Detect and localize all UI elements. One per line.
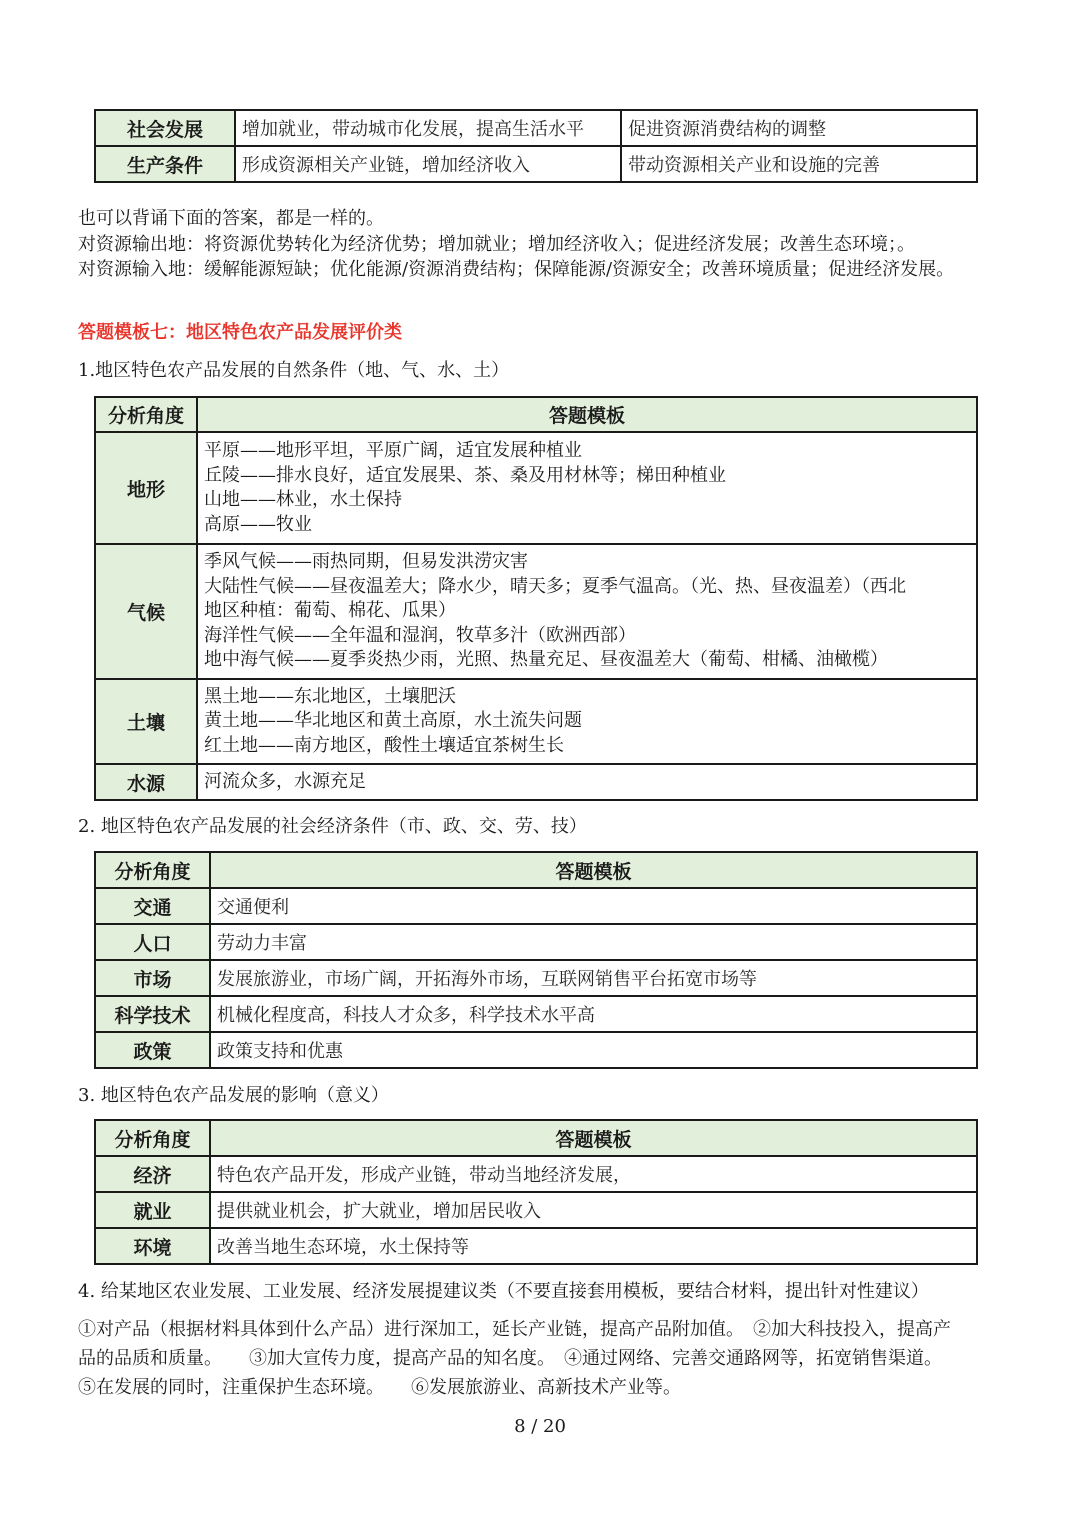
row-label: 市场	[95, 960, 210, 996]
row-label: 土壤	[95, 679, 197, 764]
table-cell: 提供就业机会，扩大就业，增加居民收入	[210, 1192, 977, 1228]
table-cell: 政策支持和优惠	[210, 1032, 977, 1068]
cell-line: 红土地——南方地区，酸性土壤适宜茶树生长	[204, 734, 564, 756]
table-cell: 交通便利	[210, 888, 977, 924]
part3-heading: 3. 地区特色农产品发展的影响（意义）	[78, 1085, 389, 1106]
cell-line: 黄土地——华北地区和黄土高原，水土流失问题	[204, 710, 582, 732]
intro-line-2: 对资源输出地：将资源优势转化为经济优势；增加就业；增加经济收入；促进经济发展；改善生态环境；。	[78, 234, 915, 255]
impact-table	[94, 1119, 978, 1265]
socioeconomic-table	[94, 851, 978, 1069]
cell-line: 黑土地——东北地区，土壤肥沃	[204, 685, 456, 707]
row-label: 气候	[95, 544, 197, 679]
part4-line-2: 品的品质和质量。 ③加大宣传力度，提高产品的知名度。 ④通过网络、完善交通路网等，拓宽销售渠道。	[78, 1348, 942, 1369]
intro-line-3: 对资源输入地：缓解能源短缺；优化能源/资源消费结构；保障能源/资源安全；改善环境质量；促进经济发展。	[78, 259, 955, 280]
table-cell: 带动资源相关产业和设施的完善	[621, 146, 977, 182]
cell-line: 季风气候——雨热同期，但易发洪涝灾害	[204, 551, 528, 573]
header-angle: 分析角度	[95, 397, 197, 432]
part1-heading: 1.地区特色农产品发展的自然条件（地、气、水、土）	[78, 360, 510, 381]
page-number: 8 / 20	[514, 1416, 566, 1437]
header-template: 答题模板	[197, 397, 977, 432]
row-label: 环境	[95, 1228, 210, 1264]
cell-line: 平原——地形平坦，平原广阔，适宜发展种植业	[204, 440, 582, 461]
cell-line: 地区种植：葡萄、棉花、瓜果）	[204, 600, 456, 622]
part4-heading: 4. 给某地区农业发展、工业发展、经济发展提建议类（不要直接套用模板，要结合材料，提出针对性建议）	[78, 1281, 929, 1302]
intro-line-1: 也可以背诵下面的答案，都是一样的。	[78, 208, 384, 229]
table-cell: 特色农产品开发，形成产业链，带动当地经济发展，	[210, 1156, 977, 1192]
row-label: 社会发展	[95, 110, 235, 146]
table-cell: 促进资源消费结构的调整	[621, 110, 977, 146]
row-label: 人口	[95, 924, 210, 960]
header-angle: 分析角度	[95, 1120, 210, 1156]
cell-line: 山地——林业，水土保持	[204, 489, 402, 510]
header-template: 答题模板	[210, 852, 977, 888]
cell-line: 海洋性气候——全年温和湿润，牧草多汁（欧洲西部）	[204, 624, 636, 646]
table-cell: 形成资源相关产业链，增加经济收入	[235, 146, 621, 182]
part2-heading: 2. 地区特色农产品发展的社会经济条件（市、政、交、劳、技）	[78, 816, 587, 837]
row-label: 水源	[95, 764, 197, 800]
cell-line: 丘陵——排水良好，适宜发展果、茶、桑及用材林等；梯田种植业	[204, 464, 726, 486]
table-cell: 改善当地生态环境，水土保持等	[210, 1228, 977, 1264]
section-title: 答题模板七：地区特色农产品发展评价类	[78, 322, 402, 343]
table-cell	[197, 764, 977, 800]
row-label: 交通	[95, 888, 210, 924]
row-label: 政策	[95, 1032, 210, 1068]
table-cell	[197, 544, 977, 679]
table-cell	[197, 679, 977, 764]
row-label: 就业	[95, 1192, 210, 1228]
cell-line: 河流众多，水源充足	[204, 770, 366, 792]
cell-line: 大陆性气候——昼夜温差大；降水少，晴天多；夏季气温高。（光、热、昼夜温差）（西北	[204, 575, 906, 597]
part4-line-1: ①对产品（根据材料具体到什么产品）进行深加工，延长产业链，提高产品附加值。 ②加大科技投入，提高产	[78, 1319, 951, 1340]
top-table	[94, 109, 978, 183]
table-cell: 劳动力丰富	[210, 924, 977, 960]
natural-conditions-table	[94, 396, 978, 801]
header-angle: 分析角度	[95, 852, 210, 888]
row-label: 生产条件	[95, 146, 235, 182]
table-cell: 增加就业，带动城市化发展，提高生活水平	[235, 110, 621, 146]
cell-line: 地中海气候——夏季炎热少雨，光照、热量充足、昼夜温差大（葡萄、柑橘、油橄榄）	[204, 649, 888, 671]
part4-line-3: ⑤在发展的同时，注重保护生态环境。 ⑥发展旅游业、高新技术产业等。	[78, 1377, 681, 1398]
table-cell: 发展旅游业，市场广阔，开拓海外市场，互联网销售平台拓宽市场等	[210, 960, 977, 996]
header-template: 答题模板	[210, 1120, 977, 1156]
row-label: 科学技术	[95, 996, 210, 1032]
table-cell	[197, 432, 977, 544]
cell-line: 高原——牧业	[204, 513, 312, 535]
row-label: 地形	[95, 432, 197, 544]
row-label: 经济	[95, 1156, 210, 1192]
table-cell: 机械化程度高，科技人才众多，科学技术水平高	[210, 996, 977, 1032]
